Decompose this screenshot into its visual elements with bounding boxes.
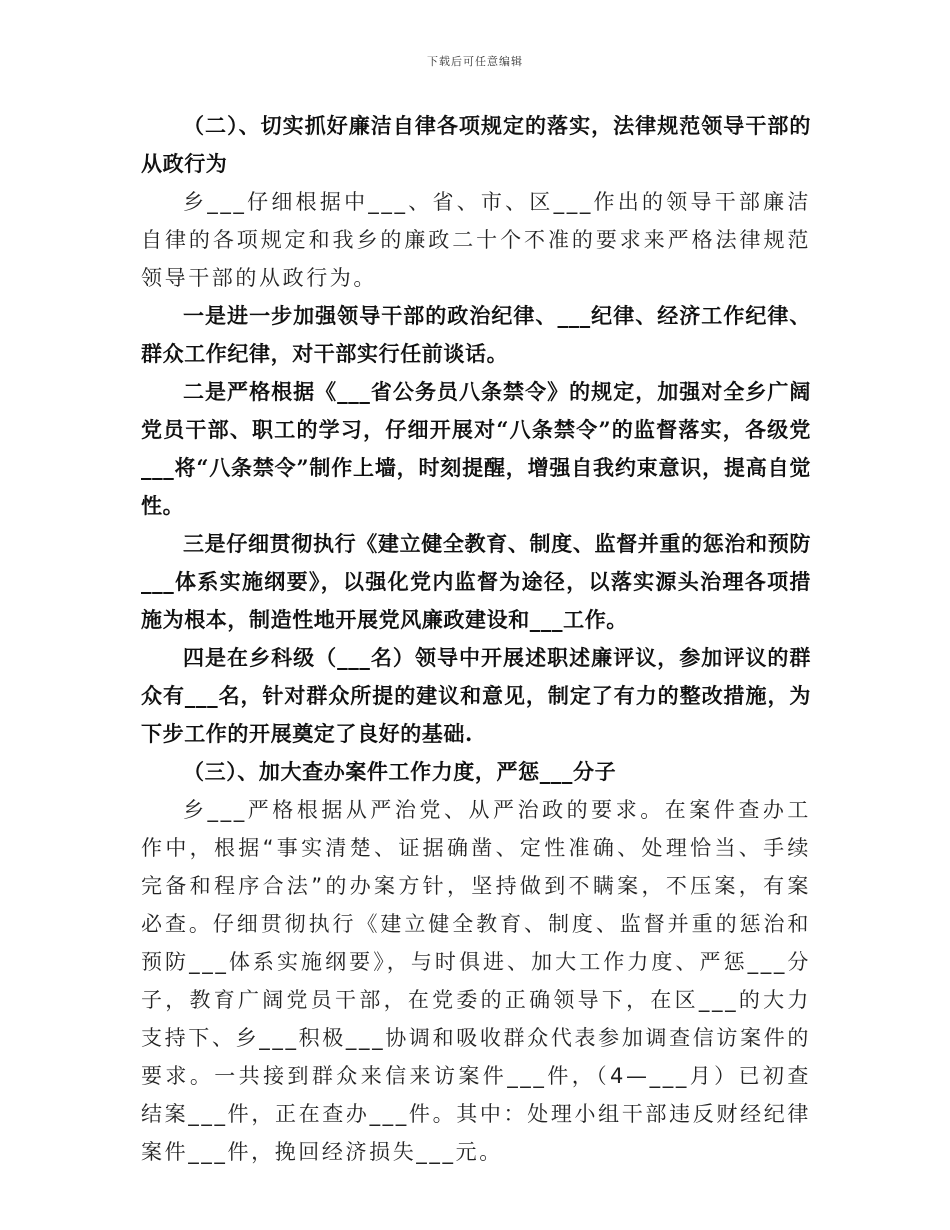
body-paragraph: 乡___严格根据从严治党、从严治政的要求。在案件查办工作中，根据“事实清楚、证据确凿、定性准确、处理恰当、手续完备和程序合法”的办案方针，坚持做到不瞒案，不压案，有案必查。仔细贯彻执行《建立健全教育、制度、监督并重的惩治和预防___体系实施纲要》，与时俱进、加大工作力度、严惩___分子，教育广阔党员干部，在党委的正确领导下，在区___的大力支持下、乡___积极___协调和吸收群众代表参加调查信访案件的要求。一共接到群众来信来访案件___件，（4—___月）已初查结案___件，正在查办___件。其中：处理小组干部违反财经纪律案件___件，挽回经济损失___元。: [141, 798, 811, 1164]
body-paragraph-bold: 一是进一步加强领导干部的政治纪律、___纪律、经济工作纪律、群众工作纪律，对干部实行任前谈话。: [141, 303, 811, 366]
body-paragraph: 乡___仔细根据中___、省、市、区___作出的领导干部廉洁自律的各项规定和我乡的廉政二十个不准的要求来严格法律规范领导干部的从政行为。: [141, 190, 811, 290]
document-body: [141, 107, 811, 1171]
body-paragraph-bold: 二是严格根据《___省公务员八条禁令》的规定，加强对全乡广阔党员干部、职工的学习，仔细开展对“八条禁令”的监督落实，各级党___将“八条禁令”制作上墙，时刻提醒，增强自我约束意识，提高自觉性。: [141, 379, 811, 518]
body-paragraph-bold: 四是在乡科级（___名）领导中开展述职述廉评议，参加评议的群众有___名，针对群众所提的建议和意见，制定了有力的整改措施，为下步工作的开展奠定了良好的基础.: [141, 645, 811, 746]
section-heading-2: （二）、切实抓好廉洁自律各项规定的落实，法律规范领导干部的从政行为: [141, 113, 811, 176]
body-paragraph-bold: 三是仔细贯彻执行《建立健全教育、制度、监督并重的惩治和预防___体系实施纲要》，以强化党内监督为途径，以落实源头治理各项措施为根本，制造性地开展党风廉政建设和___工作。: [141, 531, 811, 632]
section-heading-3: （三）、加大查办案件工作力度，严惩___分子: [183, 759, 617, 784]
page-header: 下载后可任意编辑: [427, 55, 523, 68]
